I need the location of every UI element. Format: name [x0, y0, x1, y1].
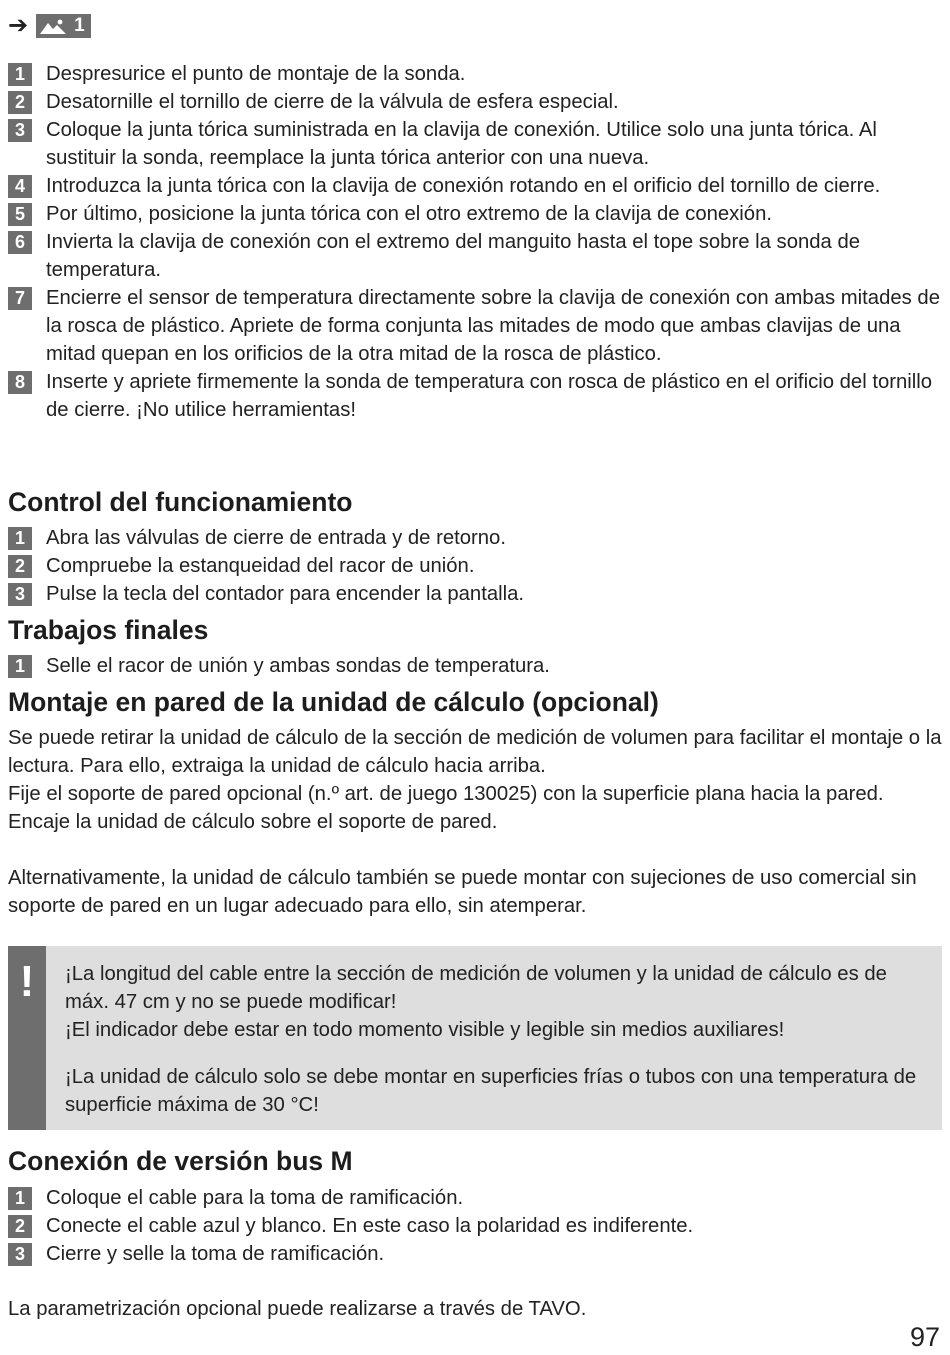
wall-mount-paragraph-3: Alternativamente, la unidad de cálculo también se puede montar con sujeciones de uso comercial sin soporte de pared en un lugar adecuado para ello, sin atemperar. [8, 867, 917, 917]
step-number: 3 [8, 119, 32, 142]
final-steps-list [8, 652, 942, 680]
section-title-final: Trabajos finales [8, 615, 209, 645]
step-item [8, 552, 942, 580]
step-item [8, 580, 942, 608]
step-number: 2 [8, 1215, 32, 1238]
step-item [8, 368, 942, 424]
step-number: 1 [8, 655, 32, 678]
step-text: Coloque el cable para la toma de ramificación. [46, 1187, 464, 1209]
step-item [8, 524, 942, 552]
step-number: 1 [8, 527, 32, 550]
step-text: Abra las válvulas de cierre de entrada y de retorno. [46, 527, 506, 549]
step-number: 2 [8, 91, 32, 114]
step-number: 5 [8, 203, 32, 226]
step-text: Selle el racor de unión y ambas sondas de temperatura. [46, 655, 550, 677]
step-item [8, 1184, 942, 1212]
step-number: 7 [8, 287, 32, 310]
step-number: 3 [8, 583, 32, 606]
warning-box [8, 946, 942, 1130]
section-title-wall-mount: Montaje en pared de la unidad de cálculo (opcional) [8, 687, 659, 717]
step-item [8, 172, 942, 200]
step-item [8, 200, 942, 228]
step-item [8, 284, 942, 368]
wall-mount-paragraph-2: Fije el soporte de pared opcional (n.º art. de juego 130025) con la superficie plana hacia la pared. Encaje la unidad de cálculo sobre el soporte de pared. [8, 783, 884, 833]
step-text: Invierta la clavija de conexión con el extremo del manguito hasta el tope sobre la sonda de temperatura. [46, 231, 861, 281]
step-number: 3 [8, 1243, 32, 1266]
control-steps-list [8, 524, 942, 608]
step-number: 1 [8, 63, 32, 86]
warning-line: ¡El indicador debe estar en todo momento visible y legible sin medios auxiliares! [65, 1019, 785, 1041]
warning-text [65, 960, 925, 1119]
step-number: 4 [8, 175, 32, 198]
warning-line: ¡La longitud del cable entre la sección de medición de volumen y la unidad de cálculo es de máx. 47 cm y no se puede modificar! [65, 963, 887, 1013]
arrow-icon: ➔ [8, 12, 29, 39]
step-text: Compruebe la estanqueidad del racor de unión. [46, 555, 475, 577]
section-title-mbus: Conexión de versión bus M [8, 1146, 353, 1176]
step-item [8, 652, 942, 680]
step-text: Pulse la tecla del contador para encender la pantalla. [46, 583, 525, 605]
step-item [8, 228, 942, 284]
page-number: 97 [909, 1322, 940, 1352]
step-number: 1 [8, 1187, 32, 1210]
wall-mount-paragraph-1: Se puede retirar la unidad de cálculo de la sección de medición de volumen para facilitar el montaje o la lectura. Para ello, extraiga la unidad de cálculo hacia arriba. [8, 727, 942, 777]
warning-line: ¡La unidad de cálculo solo se debe montar en superficies frías o tubos con una temperatura de superficie máxima de 30 °C! [65, 1066, 917, 1116]
install-steps-list [8, 60, 942, 424]
step-text: Por último, posicione la junta tórica con el otro extremo de la clavija de conexión. [46, 203, 773, 225]
step-number: 2 [8, 555, 32, 578]
figure-number: 1 [74, 15, 85, 36]
step-text: Encierre el sensor de temperatura directamente sobre la clavija de conexión con ambas mitades de la rosca de plástico. Apriete de forma conjunta las mitades de modo que ambas clavijas de una mitad quepan en los orificios de la otra mitad de la rosca de plástico. [46, 287, 940, 365]
step-text: Inserte y apriete firmemente la sonda de temperatura con rosca de plástico en el orificio del tornillo de cierre. ¡No utilice herramientas! [46, 371, 933, 421]
step-item [8, 1240, 942, 1268]
step-text: Cierre y selle la toma de ramificación. [46, 1243, 385, 1265]
step-text: Despresurice el punto de montaje de la sonda. [46, 63, 466, 85]
step-item [8, 116, 942, 172]
exclamation-icon: ! [8, 946, 46, 1130]
step-item [8, 88, 942, 116]
parametrization-note: La parametrización opcional puede realizarse a través de TAVO. [8, 1298, 587, 1320]
step-number: 8 [8, 371, 32, 394]
step-text: Coloque la junta tórica suministrada en la clavija de conexión. Utilice solo una junta tórica. Al sustituir la sonda, reemplace la junta tórica anterior con una nueva. [46, 119, 877, 169]
step-item [8, 60, 942, 88]
step-text: Conecte el cable azul y blanco. En este caso la polaridad es indiferente. [46, 1215, 694, 1237]
figure-reference [8, 14, 91, 38]
image-icon [40, 18, 66, 34]
figure-badge [36, 14, 91, 38]
step-item [8, 1212, 942, 1240]
step-text: Desatornille el tornillo de cierre de la válvula de esfera especial. [46, 91, 619, 113]
mbus-steps-list [8, 1184, 942, 1268]
step-number: 6 [8, 231, 32, 254]
step-text: Introduzca la junta tórica con la clavija de conexión rotando en el orificio del tornillo de cierre. [46, 175, 881, 197]
section-title-control: Control del funcionamiento [8, 487, 353, 517]
